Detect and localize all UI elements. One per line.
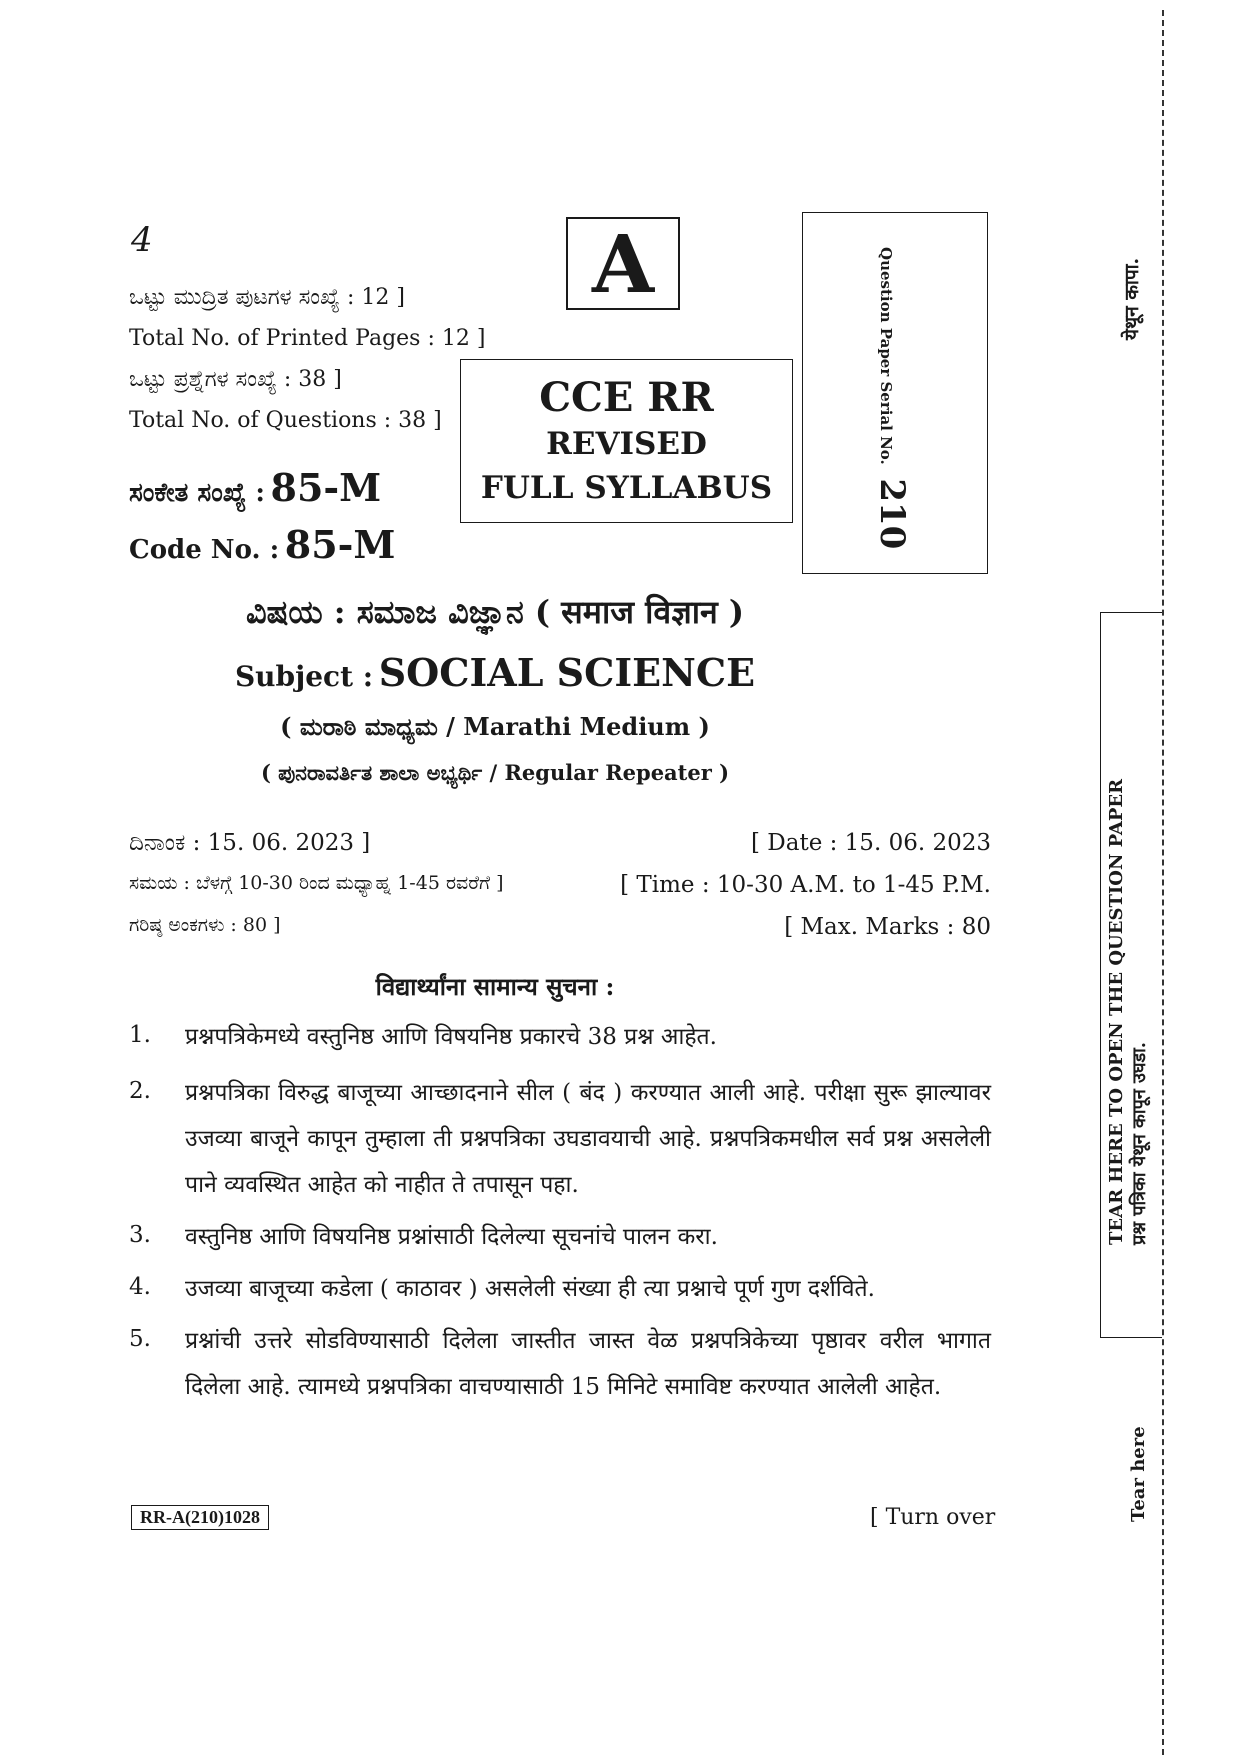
instructions-title: विद्यार्थ्यांना सामान्य सुचना : <box>375 972 615 1001</box>
tear-instruction-mr: प्रश्न पत्रिका येथून कापून उघडा. <box>1129 1041 1150 1245</box>
cce-syllabus: FULL SYLLABUS <box>480 470 773 506</box>
instruction-text: उजव्या बाजूच्या कडेला ( काठावर ) असलेली संख्या ही त्या प्रश्नाचे पूर्ण गुण दर्शविते. <box>185 1276 875 1302</box>
instruction-number: 4. <box>129 1274 151 1300</box>
time-kn: ಸಮಯ : ಬೆಳಗ್ಗೆ 10-30 ರಿಂದ ಮಧ್ಯಾಹ್ನ 1-45 ರವರೆಗೆ ] <box>129 872 504 894</box>
code-en-value: 85-M <box>284 522 396 567</box>
printed-pages-en: Total No. of Printed Pages : 12 ] <box>129 326 486 351</box>
medium: ( ಮರಾಠಿ ಮಾಧ್ಯಮ / Marathi Medium ) <box>280 712 710 741</box>
candidate-category: ( ಪುನರಾವರ್ತಿತ ಶಾಲಾ ಅಭ್ಯರ್ಥಿ / Regular Repeater ) <box>260 760 730 785</box>
code-kn <box>129 465 381 510</box>
paper-reference-code: RR-A(210)1028 <box>131 1505 269 1530</box>
cce-revised: REVISED <box>546 426 707 462</box>
marks-en: [ Max. Marks : 80 <box>784 914 991 940</box>
subject-en <box>0 650 990 695</box>
serial-value: 210 <box>872 478 912 550</box>
code-kn-label: ಸಂಕೇತ ಸಂಖ್ಯೆ : <box>129 478 265 508</box>
instruction-text: वस्तुनिष्ठ आणि विषयनिष्ठ प्रश्नांसाठी दिलेल्या सूचनांचे पालन करा. <box>185 1224 718 1250</box>
questions-count-en: Total No. of Questions : 38 ] <box>129 408 442 433</box>
subject-kn: ವಿಷಯ : ಸಮಾಜ ವಿಜ್ಞಾನ ( समाज विज्ञान ) <box>245 593 745 631</box>
cce-title: CCE RR <box>539 374 714 421</box>
time-row <box>129 872 991 898</box>
cce-box <box>460 359 793 523</box>
page-number: 4 <box>131 220 153 260</box>
code-kn-value: 85-M <box>270 465 382 510</box>
marks-kn: ಗರಿಷ್ಠ ಅಂಕಗಳು : 80 ] <box>129 914 281 936</box>
questions-count-kn: ಒಟ್ಟು ಪ್ರಶ್ನೆಗಳ ಸಂಖ್ಯೆ : 38 ] <box>129 367 342 392</box>
cut-here-text: येथून कापा. <box>1121 257 1143 340</box>
paper-version-box: A <box>566 217 680 310</box>
instruction-number: 2. <box>129 1078 151 1104</box>
turn-over: [ Turn over <box>870 1505 996 1530</box>
time-en: [ Time : 10-30 A.M. to 1-45 P.M. <box>620 872 991 898</box>
instruction-number: 3. <box>129 1222 151 1248</box>
serial-label: Question Paper Serial No. <box>877 247 895 465</box>
date-row <box>129 830 991 856</box>
tear-instruction-en: TEAR HERE TO OPEN THE QUESTION PAPER <box>1106 778 1127 1245</box>
date-kn: ದಿನಾಂಕ : 15. 06. 2023 ] <box>129 830 371 856</box>
code-en <box>129 522 395 567</box>
tear-dashed-line <box>1162 10 1164 1755</box>
subject-label: Subject : <box>234 660 374 693</box>
printed-pages-kn: ಒಟ್ಟು ಮುದ್ರಿತ ಪುಟಗಳ ಸಂಖ್ಯೆ : 12 ] <box>129 285 405 310</box>
date-en: [ Date : 15. 06. 2023 <box>751 830 991 856</box>
marks-row <box>129 914 991 940</box>
instruction-text: प्रश्नपत्रिकेमध्ये वस्तुनिष्ठ आणि विषयनिष्ठ प्रकारचे 38 प्रश्न आहेत. <box>185 1024 717 1050</box>
instruction-text: प्रश्नपत्रिका विरुद्ध बाजूच्या आच्छादनाने सील ( बंद ) करण्यात आली आहे. परीक्षा सुरू झाल्यावर उजव्या बाजूने कापून तुम्हाला ती प्रश्नपत्रिका उघडावयाची आहे. प्रश्नपत्रिकमधील सर्व प्रश्न असलेली पाने व्यवस्थित आहेत को नाहीत ते तपासून पहा. <box>185 1080 991 1198</box>
instruction-number: 5. <box>129 1326 151 1352</box>
subject-value: SOCIAL SCIENCE <box>378 650 756 695</box>
serial-number <box>872 247 912 549</box>
instruction-number: 1. <box>129 1022 151 1048</box>
tear-here-text: Tear here <box>1128 1426 1149 1522</box>
code-en-label: Code No. : <box>129 535 280 565</box>
instruction-text: प्रश्नांची उत्तरे सोडविण्यासाठी दिलेला जास्तीत जास्त वेळ प्रश्नपत्रिकेच्या पृष्ठावर वरील भागात दिलेला आहे. त्यामध्ये प्रश्नपत्रिका वाचण्यासाठी 15 मिनिटे समाविष्ट करण्यात आलेली आहेत. <box>185 1328 991 1400</box>
